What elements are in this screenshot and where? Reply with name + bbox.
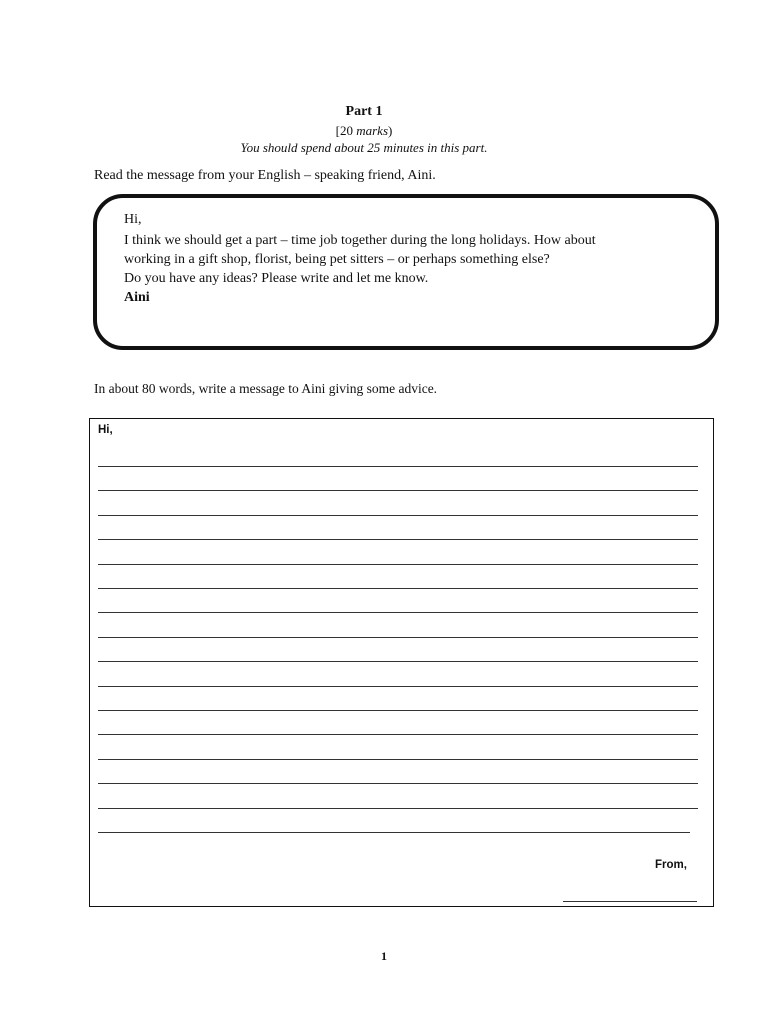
writing-line[interactable] bbox=[98, 832, 690, 833]
marks-open: [20 bbox=[335, 123, 357, 138]
marks-close: ) bbox=[388, 123, 393, 138]
writing-line[interactable] bbox=[98, 734, 698, 735]
writing-line[interactable] bbox=[98, 661, 698, 662]
answer-greeting: Hi, bbox=[98, 424, 113, 436]
writing-line[interactable] bbox=[98, 466, 698, 467]
instruction-write-message: In about 80 words, write a message to Aini giving some advice. bbox=[94, 381, 438, 396]
message-line-1: I think we should get a part – time job together during the long holidays. How about bbox=[124, 233, 596, 248]
marks-word: marks bbox=[356, 123, 389, 138]
part-title: Part 1 bbox=[345, 104, 383, 119]
message-signature: Aini bbox=[124, 290, 150, 305]
writing-line[interactable] bbox=[98, 686, 698, 687]
writing-line[interactable] bbox=[98, 588, 698, 589]
message-line-2: working in a gift shop, florist, being pet sitters – or perhaps something else? bbox=[124, 252, 550, 267]
writing-line[interactable] bbox=[98, 710, 698, 711]
time-note: You should spend about 25 minutes in this part. bbox=[240, 140, 488, 155]
instruction-read-message: Read the message from your English – speaking friend, Aini. bbox=[94, 168, 436, 183]
writing-line[interactable] bbox=[98, 808, 698, 809]
writing-line[interactable] bbox=[98, 783, 698, 784]
message-greeting: Hi, bbox=[124, 212, 142, 227]
writing-line[interactable] bbox=[98, 759, 698, 760]
answer-closing: From, bbox=[655, 859, 687, 871]
writing-line[interactable] bbox=[98, 515, 698, 516]
page-number: 1 bbox=[381, 949, 387, 963]
writing-line[interactable] bbox=[98, 612, 698, 613]
writing-line[interactable] bbox=[98, 637, 698, 638]
writing-line[interactable] bbox=[98, 539, 698, 540]
marks-label bbox=[0, 123, 728, 139]
writing-line[interactable] bbox=[98, 490, 698, 491]
writing-line[interactable] bbox=[98, 564, 698, 565]
signature-line[interactable] bbox=[563, 901, 697, 902]
message-line-3: Do you have any ideas? Please write and let me know. bbox=[124, 271, 429, 286]
